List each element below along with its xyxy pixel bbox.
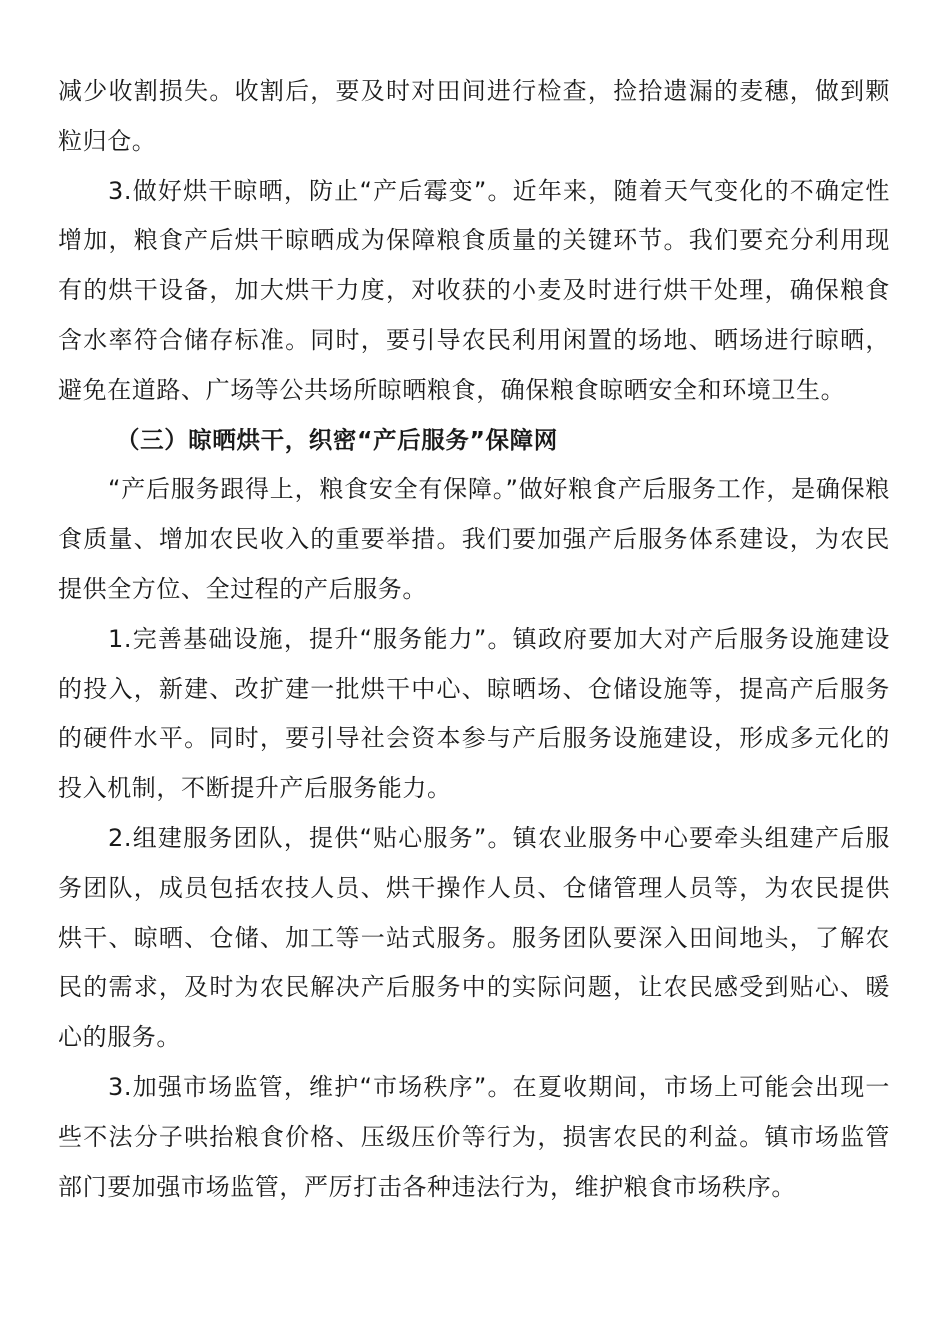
paragraph-drying: 3.做好烘干晾晒，防止“产后霉变”。近年来，随着天气变化的不确定性增加，粮食产后烘干晾晒成为保障粮食质量的关键环节。我们要充分利用现有的烘干设备，加大烘干力度，对收获的小麦及时进行烘干处理，确保粮食含水率符合储存标准。同时，要引导农民利用闲置的场地、晒场进行晾晒，避免在道路、广场等公共场所晾晒粮食，确保粮食晾晒安全和环境卫生。 [58,176,890,404]
section-heading: （三）晾晒烘干，织密“产后服务”保障网 [116,425,558,454]
paragraph-service-team: 2.组建服务团队，提供“贴心服务”。镇农业服务中心要牵头组建产后服务团队，成员包括农技人员、烘干操作人员、仓储管理人员等，为农民提供烘干、晾晒、仓储、加工等一站式服务。服务团队要深入田间地头，了解农民的需求，及时为农民解决产后服务中的实际问题，让农民感受到贴心、暖心的服务。 [58,823,890,1052]
paragraph-post-harvest-intro: “产后服务跟得上，粮食安全有保障。”做好粮食产后服务工作，是确保粮食质量、增加农民收入的重要举措。我们要加强产后服务体系建设，为农民提供全方位、全过程的产后服务。 [58,475,890,603]
paragraph-harvest-loss: 减少收割损失。收割后，要及时对田间进行检查，捡拾遗漏的麦穗，做到颗粒归仓。 [58,77,890,155]
paragraph-market-supervision: 3.加强市场监管，维护“市场秩序”。在夏收期间，市场上可能会出现一些不法分子哄抬粮食价格、压级压价等行为，损害农民的利益。镇市场监管部门要加强市场监管，严厉打击各种违法行为，维护粮食市场秩序。 [58,1072,890,1201]
document-page [58,67,890,1212]
paragraph-infrastructure: 1.完善基础设施，提升“服务能力”。镇政府要加大对产后服务设施建设的投入，新建、改扩建一批烘干中心、晾晒场、仓储设施等，提高产后服务的硬件水平。同时，要引导社会资本参与产后服务设施建设，形成多元化的投入机制，不断提升产后服务能力。 [58,624,890,803]
